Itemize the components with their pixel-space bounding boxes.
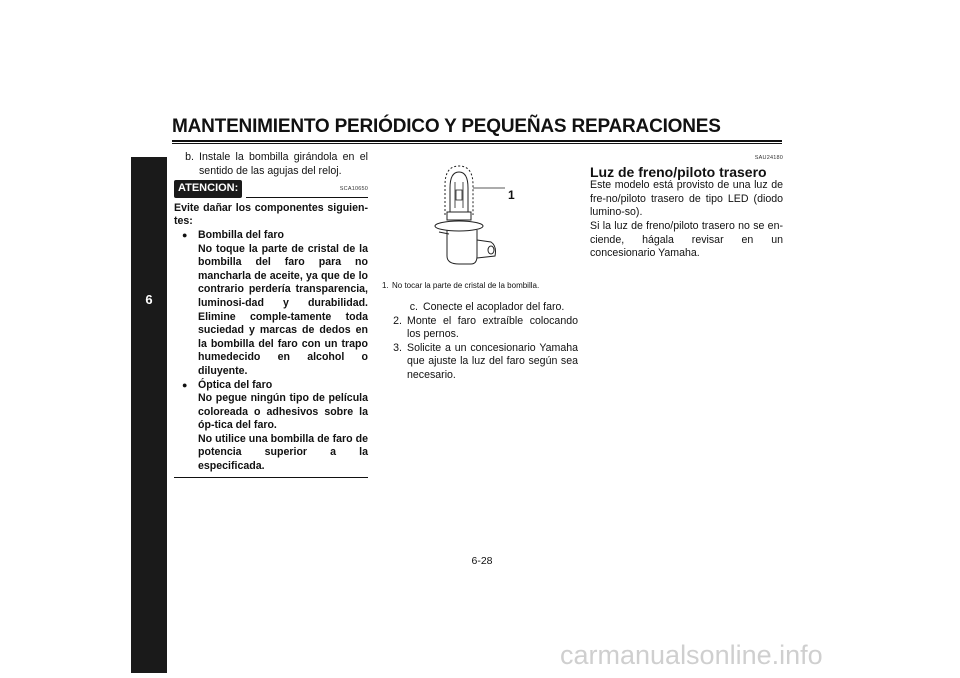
atencion-code: SCA10650 — [339, 186, 368, 193]
right-column — [590, 152, 783, 261]
step-b-text: Instale la bombilla girándola en el sentido de las agujas del reloj. — [199, 151, 368, 177]
step-c-text: Conecte el acoplador del faro. — [423, 301, 565, 313]
atencion-label: ATENCION: — [174, 180, 242, 198]
step-c-letter: c. — [409, 301, 418, 313]
left-column — [174, 151, 368, 478]
bullet-text: No toque la parte de cristal de la bombilla del faro para no mancharla de aceite, ya que de lo contrario perdería transparencia, luminosi-dad y durabilidad. Elimine comple-tamente toda suciedad y marcas de dedos en la bombilla del faro con un trapo humedecido en alcohol o diluyente. — [198, 242, 368, 377]
chapter-number: 6 — [145, 292, 153, 307]
bullet-item — [182, 379, 368, 474]
atencion-rule — [246, 197, 368, 198]
section-code: SAU24180 — [754, 155, 783, 161]
bullet-text: No pegue ningún tipo de película coloreada o adhesivos sobre la óp-tica del faro. — [198, 392, 368, 432]
section-paragraph-1: Este modelo está provisto de una luz de fre-no/piloto trasero de tipo LED (diodo lumino-so). — [590, 179, 783, 219]
warning-intro: Evite dañar los componentes siguien-tes: — [174, 201, 368, 228]
caption-text: No tocar la parte de cristal de la bombilla. — [392, 281, 540, 290]
section-heading: Luz de freno/piloto trasero — [590, 163, 767, 180]
figure-caption — [382, 280, 578, 291]
middle-column — [382, 280, 578, 383]
step-b-letter: b. — [185, 151, 194, 163]
bullet-title: Bombilla del faro — [198, 228, 284, 241]
watermark: carmanualsonline.info — [560, 640, 823, 670]
section-paragraph-2: Si la luz de freno/piloto trasero no se en-ciende, hágala revisar en un concesionario Yamaha. — [590, 219, 783, 260]
step-b — [180, 151, 368, 178]
title-rule — [172, 140, 782, 142]
page-number: 6-28 — [471, 555, 493, 567]
bullet-icon: ● — [182, 229, 188, 240]
step-text: Solicite a un concesionario Yamaha que ajuste la luz del faro según sea necesario. — [407, 341, 578, 381]
bullet-icon: ● — [182, 379, 188, 390]
figure-callout: 1 — [508, 188, 515, 202]
caption-number: 1. — [382, 281, 389, 290]
step-number: 2. — [393, 314, 402, 327]
step-3 — [384, 342, 578, 383]
page-title: MANTENIMIENTO PERIÓDICO Y PEQUEÑAS REPARACIONES — [172, 116, 721, 137]
warning-end-rule — [174, 477, 368, 478]
chapter-tab — [131, 157, 167, 673]
title-rule-thin — [172, 143, 782, 144]
headlight-bulb-icon — [425, 160, 545, 280]
bullet-item — [182, 229, 368, 379]
step-2 — [384, 315, 578, 342]
bulb-figure — [425, 160, 545, 280]
atencion-header — [174, 180, 368, 198]
bullet-text-2: No utilice una bombilla de faro de potencia superior a la especificada. — [198, 432, 368, 473]
step-number: 3. — [393, 341, 402, 354]
bullet-title: Óptica del faro — [198, 378, 273, 391]
step-c — [404, 301, 578, 315]
step-text: Monte el faro extraíble colocando los pernos. — [407, 314, 578, 341]
